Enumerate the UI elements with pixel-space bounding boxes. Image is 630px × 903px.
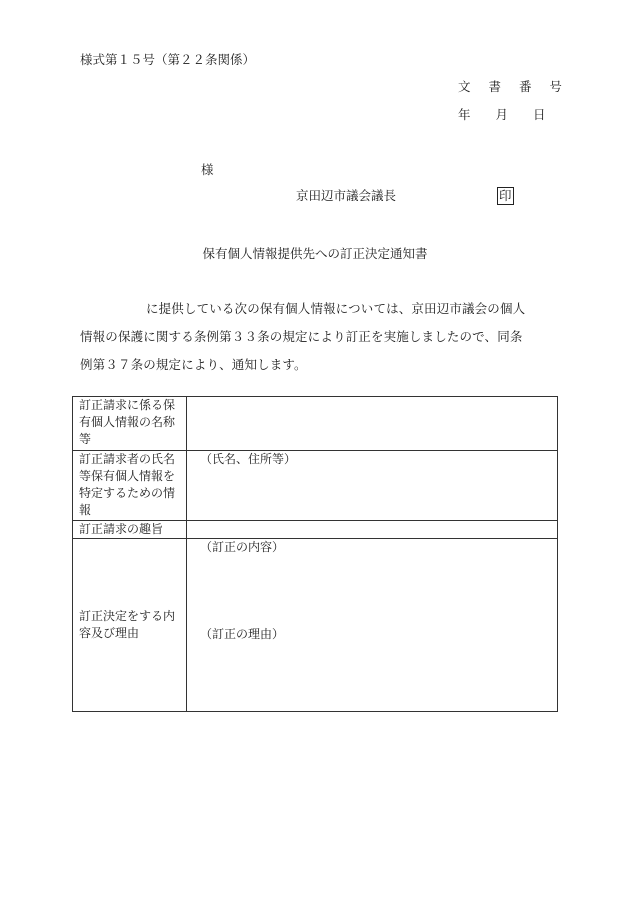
table-row-decision: [73, 539, 558, 712]
body-line-1: に提供している次の保有個人情報については、京田辺市議会の個人: [146, 301, 526, 316]
value-requester-info: （氏名、住所等）: [187, 451, 558, 521]
form-number: 様式第１５号（第２２条関係）: [80, 52, 256, 67]
body-paragraph: [80, 295, 560, 379]
date-label: 年 月 日: [458, 107, 546, 122]
notice-table: [72, 396, 558, 712]
body-line-2: 情報の保護に関する条例第３３条の規定により訂正を実施しましたので、同条: [80, 329, 523, 344]
label-request-purpose: 訂正請求の趣旨: [73, 521, 187, 539]
body-line-3: 例第３７条の規定により、通知します。: [80, 357, 307, 372]
table-row-request-purpose: [73, 521, 558, 539]
document-title: 保有個人情報提供先への訂正決定通知書: [202, 246, 428, 261]
sender-name: 京田辺市議会議長: [296, 188, 397, 203]
table-row-record-name: [73, 397, 558, 451]
value-request-purpose: [187, 521, 558, 539]
label-requester-info: 訂正請求者の氏名等保有個人情報を特定するための情報: [73, 451, 187, 521]
addressee-honorific: 様: [201, 162, 214, 177]
value-decision: [187, 539, 558, 712]
seal-mark: 印: [499, 188, 512, 203]
label-decision: 訂正決定をする内容及び理由: [73, 539, 187, 712]
document-number-label: 文 書 番 号: [458, 79, 569, 94]
table-row-requester-info: [73, 451, 558, 521]
value-record-name: [187, 397, 558, 451]
decision-reason-label: （訂正の理由）: [200, 627, 285, 641]
label-record-name: 訂正請求に係る保有個人情報の名称等: [73, 397, 187, 451]
decision-content-label: （訂正の内容）: [200, 540, 285, 554]
